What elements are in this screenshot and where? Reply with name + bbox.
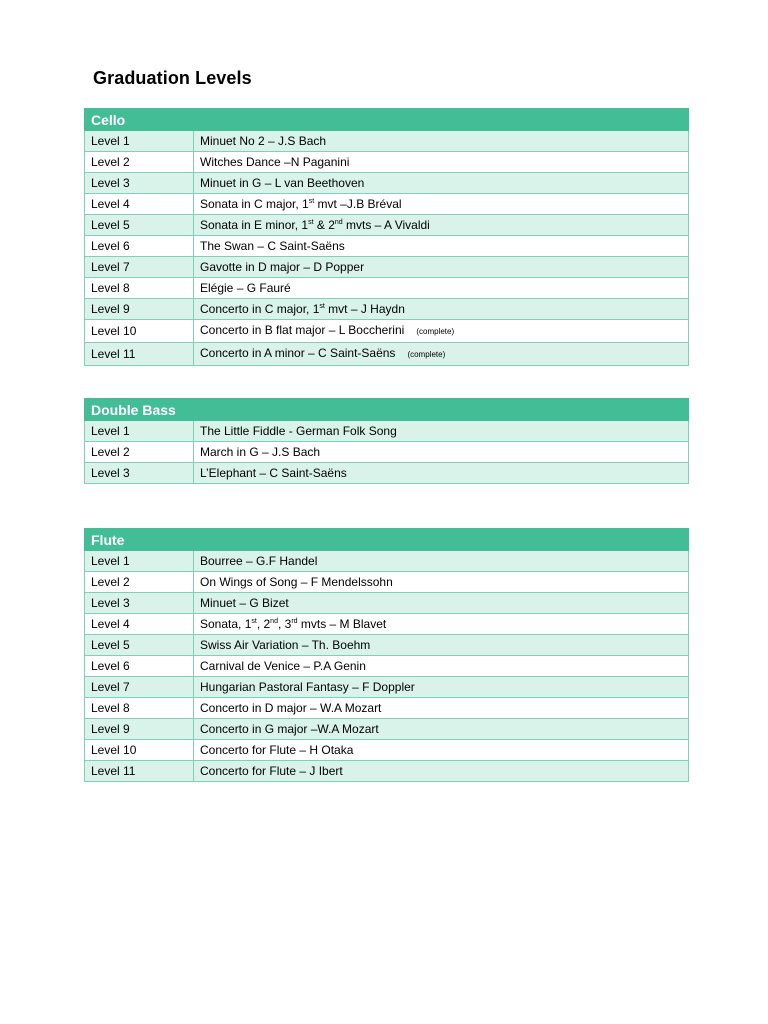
piece-text: Concerto in G major –W.A Mozart [200, 722, 379, 736]
level-cell: Level 7 [85, 677, 194, 698]
piece-text: Minuet – G Bizet [200, 596, 289, 610]
level-cell: Level 7 [85, 257, 194, 278]
table-row [85, 572, 689, 593]
ordinal-suffix: st [308, 198, 315, 205]
table-row [85, 278, 689, 299]
table-row [85, 257, 689, 278]
level-cell: Level 2 [85, 442, 194, 463]
piece-text: Concerto in D major – W.A Mozart [200, 701, 382, 715]
piece-cell [194, 698, 689, 719]
piece-cell [194, 421, 689, 442]
cello-table [84, 108, 689, 366]
piece-text: The Little Fiddle - German Folk Song [200, 424, 397, 438]
table-row [85, 236, 689, 257]
level-cell: Level 10 [85, 320, 194, 343]
ordinal-suffix: st [319, 303, 325, 310]
level-cell: Level 11 [85, 343, 194, 366]
table-row [85, 677, 689, 698]
piece-cell [194, 278, 689, 299]
piece-cell [194, 572, 689, 593]
piece-cell [194, 236, 689, 257]
ordinal-suffix: nd [270, 618, 278, 625]
table-row [85, 656, 689, 677]
piece-text: , 2 [256, 617, 271, 631]
table-row [85, 740, 689, 761]
piece-text: Concerto in C major, 1 [200, 302, 320, 316]
piece-cell [194, 677, 689, 698]
table-row [85, 343, 689, 366]
piece-text: Concerto in A minor – C Saint-Saëns [200, 346, 396, 360]
piece-cell [194, 152, 689, 173]
level-cell: Level 1 [85, 551, 194, 572]
ordinal-suffix: st [251, 618, 257, 625]
level-cell: Level 3 [85, 463, 194, 484]
level-cell: Level 6 [85, 236, 194, 257]
table-header: Flute [85, 529, 689, 551]
complete-note: (complete) [407, 350, 446, 359]
table-row [85, 761, 689, 782]
level-cell: Level 9 [85, 299, 194, 320]
level-cell: Level 3 [85, 593, 194, 614]
table-row [85, 421, 689, 442]
piece-cell [194, 173, 689, 194]
level-cell: Level 1 [85, 131, 194, 152]
piece-text: March in G – J.S Bach [200, 445, 321, 459]
piece-text: Concerto for Flute – H Otaka [200, 743, 354, 757]
level-cell: Level 10 [85, 740, 194, 761]
piece-cell [194, 320, 689, 343]
piece-text: Bourree – G.F Handel [200, 554, 318, 568]
level-cell: Level 2 [85, 572, 194, 593]
level-cell: Level 4 [85, 194, 194, 215]
piece-text: Minuet in G – L van Beethoven [200, 176, 365, 190]
table-row [85, 194, 689, 215]
piece-cell [194, 257, 689, 278]
piece-cell [194, 215, 689, 236]
piece-text: Sonata, 1 [200, 617, 252, 631]
piece-cell [194, 719, 689, 740]
piece-cell [194, 656, 689, 677]
level-cell: Level 9 [85, 719, 194, 740]
level-cell: Level 5 [85, 215, 194, 236]
piece-text: On Wings of Song – F Mendelssohn [200, 575, 393, 589]
piece-text: Concerto for Flute – J Ibert [200, 764, 343, 778]
level-cell: Level 4 [85, 614, 194, 635]
piece-text: Witches Dance –N Paganini [200, 155, 350, 169]
level-cell: Level 5 [85, 635, 194, 656]
piece-cell [194, 343, 689, 366]
table-row [85, 320, 689, 343]
piece-text: , 3 [277, 617, 292, 631]
piece-text: L’Elephant – C Saint-Saëns [200, 466, 347, 480]
page-title: Graduation Levels [93, 68, 252, 88]
piece-cell [194, 442, 689, 463]
piece-cell [194, 761, 689, 782]
table-row [85, 614, 689, 635]
flute-table [84, 528, 689, 782]
complete-note: (complete) [416, 327, 455, 336]
piece-text: Concerto in B flat major – L Boccherini [200, 323, 405, 337]
piece-text: The Swan – C Saint-Saëns [200, 239, 345, 253]
piece-text: Carnival de Venice – P.A Genin [200, 659, 366, 673]
table-row [85, 173, 689, 194]
piece-cell [194, 194, 689, 215]
piece-text: Elégie – G Fauré [200, 281, 291, 295]
table-row [85, 215, 689, 236]
table-row [85, 593, 689, 614]
piece-cell [194, 551, 689, 572]
piece-cell [194, 299, 689, 320]
piece-cell [194, 740, 689, 761]
ordinal-suffix: rd [291, 618, 298, 625]
table-row [85, 698, 689, 719]
piece-cell [194, 614, 689, 635]
piece-cell [194, 635, 689, 656]
table-row [85, 635, 689, 656]
piece-cell [194, 593, 689, 614]
piece-text: Minuet No 2 – J.S Bach [200, 134, 327, 148]
piece-text: mvts – M Blavet [297, 617, 387, 631]
piece-text: & 2 [313, 218, 335, 232]
table-header: Double Bass [85, 399, 689, 421]
piece-text: mvt –J.B Bréval [314, 197, 402, 211]
level-cell: Level 3 [85, 173, 194, 194]
piece-text: Swiss Air Variation – Th. Boehm [200, 638, 371, 652]
level-cell: Level 1 [85, 421, 194, 442]
piece-text: Sonata in C major, 1 [200, 197, 309, 211]
piece-text: Sonata in E minor, 1 [200, 218, 309, 232]
table-row [85, 551, 689, 572]
table-header: Cello [85, 109, 689, 131]
table-row [85, 299, 689, 320]
level-cell: Level 6 [85, 656, 194, 677]
level-cell: Level 11 [85, 761, 194, 782]
table-row [85, 442, 689, 463]
table-row [85, 463, 689, 484]
piece-text: Gavotte in D major – D Popper [200, 260, 365, 274]
double-bass-table [84, 398, 689, 484]
ordinal-suffix: st [308, 219, 314, 226]
table-row [85, 131, 689, 152]
level-cell: Level 8 [85, 698, 194, 719]
piece-text: mvts – A Vivaldi [342, 218, 430, 232]
piece-text: Hungarian Pastoral Fantasy – F Doppler [200, 680, 415, 694]
level-cell: Level 2 [85, 152, 194, 173]
table-row [85, 152, 689, 173]
piece-text: mvt – J Haydn [324, 302, 405, 316]
ordinal-suffix: nd [334, 219, 343, 226]
piece-cell [194, 463, 689, 484]
table-row [85, 719, 689, 740]
piece-cell [194, 131, 689, 152]
level-cell: Level 8 [85, 278, 194, 299]
